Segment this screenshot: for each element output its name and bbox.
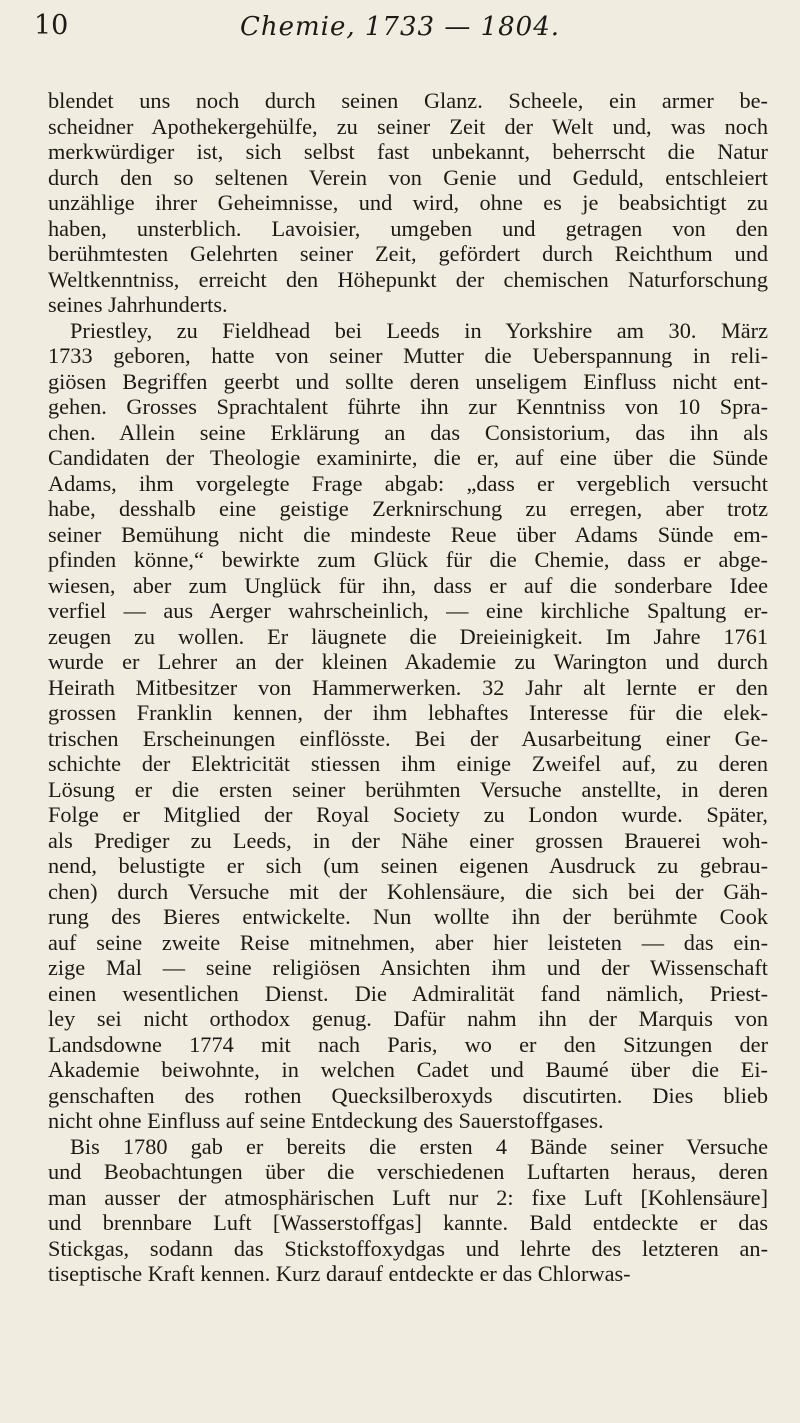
text-line: durch den so seltenen Verein von Genie und Geduld, entschleiert (48, 164, 768, 190)
text-line: nicht ohne Einfluss auf seine Entdeckung des Sauerstoffgases. (48, 1108, 604, 1133)
text-line: wiesen, aber zum Unglück für ihn, dass er auf die sonderbare Idee (48, 572, 768, 598)
text-line: tiseptische Kraft kennen. Kurz darauf entdeckte er das Chlorwas- (48, 1261, 631, 1286)
text-line: und Beobachtungen über die verschiedenen Luftarten heraus, deren (48, 1159, 768, 1184)
page-header (0, 6, 800, 66)
text-line: Akademie beiwohnte, in welchen Cadet und Baumé über die Ei- (48, 1057, 768, 1082)
text-line: Bis 1780 gab er bereits die ersten 4 Bände seiner Versuche (70, 1133, 768, 1159)
text-line: Lösung er die ersten seiner berühmten Versuche anstellte, in deren (48, 776, 768, 802)
text-line: Priestley, zu Fieldhead bei Leeds in Yorkshire am 30. März (70, 317, 768, 343)
text-line: Weltkenntniss, erreicht den Höhepunkt der chemischen Naturforschung (48, 266, 768, 292)
text-line: unzählige ihrer Geheimnisse, und wird, ohne es je beabsichtigt zu (48, 190, 768, 215)
text-line: chen. Allein seine Erklärung an das Consistorium, das ihn als (48, 419, 768, 445)
text-line: Adams, ihm vorgelegte Frage abgab: „dass er vergeblich versucht (48, 470, 768, 496)
text-line: merkwürdiger ist, sich selbst fast unbekannt, beherrscht die Natur (48, 139, 768, 164)
text-line: Folge er Mitglied der Royal Society zu London wurde. Später, (48, 802, 768, 827)
text-line: Stickgas, sodann das Stickstoffoxydgas und lehrte des letzteren an- (48, 1235, 768, 1261)
text-line: Candidaten der Theologie examinirte, die er, auf eine über die Sünde (48, 445, 768, 470)
body-text (48, 88, 768, 1287)
text-line: Landsdowne 1774 mit nach Paris, wo er den Sitzungen der (48, 1031, 768, 1057)
text-line: zeugen zu wollen. Er läugnete die Dreieinigkeit. Im Jahre 1761 (48, 623, 768, 649)
text-line: einen wesentlichen Dienst. Die Admiralität fand nämlich, Priest- (48, 980, 768, 1006)
text-line: trischen Erscheinungen einflösste. Bei der Ausarbeitung einer Ge- (48, 725, 768, 751)
text-line: man ausser der atmosphärischen Luft nur 2: fixe Luft [Kohlensäure] (48, 1184, 768, 1210)
text-line: haben, unsterblich. Lavoisier, umgeben und getragen von den (48, 215, 768, 241)
page-number: 10 (34, 10, 69, 41)
running-title: Chemie, 1733 — 1804. (239, 12, 561, 42)
text-line: nend, belustigte er sich (um seinen eigenen Ausdruck zu gebrau- (48, 853, 768, 878)
text-line: auf seine zweite Reise mitnehmen, aber hier leisteten — das ein- (48, 929, 768, 955)
text-line: chen) durch Versuche mit der Kohlensäure, die sich bei der Gäh- (48, 878, 768, 904)
text-line: als Prediger zu Leeds, in der Nähe einer grossen Brauerei woh- (48, 827, 768, 853)
text-line: Heirath Mitbesitzer von Hammerwerken. 32 Jahr alt lernte er den (48, 674, 768, 700)
text-line: grossen Franklin kennen, der ihm lebhaftes Interesse für die elek- (48, 700, 768, 725)
text-line: blendet uns noch durch seinen Glanz. Scheele, ein armer be- (48, 88, 768, 113)
text-line: 1733 geboren, hatte von seiner Mutter die Ueberspannung in reli- (48, 343, 768, 368)
text-line: schichte der Elektricität stiessen ihm einige Zweifel auf, zu deren (48, 751, 768, 776)
text-line: ley sei nicht orthodox genug. Dafür nahm ihn der Marquis von (48, 1006, 768, 1031)
text-line: rung des Bieres entwickelte. Nun wollte ihn der berühmte Cook (48, 904, 768, 929)
text-line: seines Jahrhunderts. (48, 292, 228, 317)
text-line: habe, desshalb eine geistige Zerknirschung zu erregen, aber trotz (48, 496, 768, 521)
text-line: und brennbare Luft [Wasserstoffgas] kannte. Bald entdeckte er das (48, 1210, 768, 1235)
text-line: scheidner Apothekergehülfe, zu seiner Zeit der Welt und, was noch (48, 113, 768, 139)
text-line: giösen Begriffen geerbt und sollte deren unseligem Einfluss nicht ent- (48, 368, 768, 394)
text-line: gehen. Grosses Sprachtalent führte ihn zur Kenntniss von 10 Spra- (48, 394, 768, 419)
text-line: wurde er Lehrer an der kleinen Akademie zu Warington und durch (48, 649, 768, 674)
text-line: seiner Bemühung nicht die mindeste Reue über Adams Sünde em- (48, 521, 768, 547)
text-line: zige Mal — seine religiösen Ansichten ihm und der Wissenschaft (48, 955, 768, 980)
text-line: genschaften des rothen Quecksilberoxyds discutirten. Dies blieb (48, 1082, 768, 1108)
text-line: verfiel — aus Aerger wahrscheinlich, — eine kirchliche Spaltung er- (48, 598, 768, 623)
text-line: berühmtesten Gelehrten seiner Zeit, gefördert durch Reichthum und (48, 241, 768, 266)
text-line: pfinden könne,“ bewirkte zum Glück für die Chemie, dass er abge- (48, 547, 768, 572)
